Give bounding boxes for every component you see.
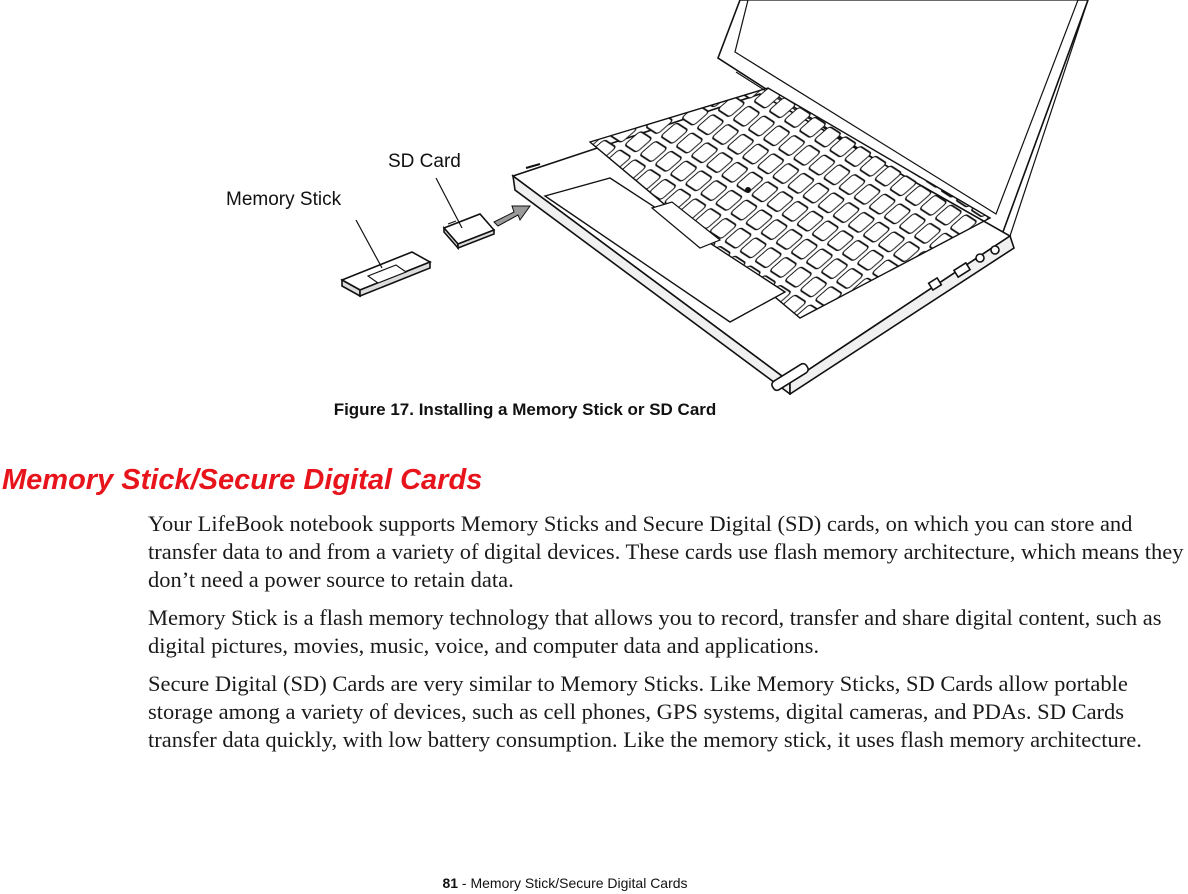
page-number: 81: [442, 875, 459, 891]
sd-card-leader: [436, 178, 462, 228]
footer-title: Memory Stick/Secure Digital Cards: [470, 875, 688, 891]
paragraph-lifebook-support: Your LifeBook notebook supports Memory Sticks and Secure Digital (SD) cards, on which you can store and transfer data to and from a variety of digital devices. These cards use flash memory architecture, which means they don’t need a power source to retain data.: [148, 511, 1184, 592]
footer-separator: -: [458, 875, 471, 891]
paragraph-memory-stick: Memory Stick is a flash memory technology that allows you to record, transfer and share digital content, such as digital pictures, movies, music, voice, and computer data and applications.: [148, 605, 1162, 658]
figure-installing-cards: [0, 0, 1188, 395]
section-heading: Memory Stick/Secure Digital Cards: [2, 464, 483, 496]
sd-card-shape: [444, 214, 494, 248]
figure-caption: Figure 17. Installing a Memory Stick or SD Card: [333, 400, 717, 419]
memory-stick-shape: [342, 252, 430, 296]
laptop-illustration: [0, 0, 1188, 395]
memory-stick-label: Memory Stick: [226, 189, 342, 210]
body-text: [148, 510, 1188, 764]
page-footer: [0, 875, 1130, 891]
insert-arrow: [494, 206, 530, 226]
paragraph-sd-cards: Secure Digital (SD) Cards are very similar to Memory Sticks. Like Memory Sticks, SD Cards allow portable storage among a variety of devices, such as cell phones, GPS systems, digital cameras, and PDAs. SD Cards transfer data quickly, with low battery consumption. Like the memory stick, it uses flash memory architecture.: [148, 671, 1142, 752]
memory-stick-leader: [356, 220, 382, 268]
sd-card-label: SD Card: [388, 151, 461, 172]
